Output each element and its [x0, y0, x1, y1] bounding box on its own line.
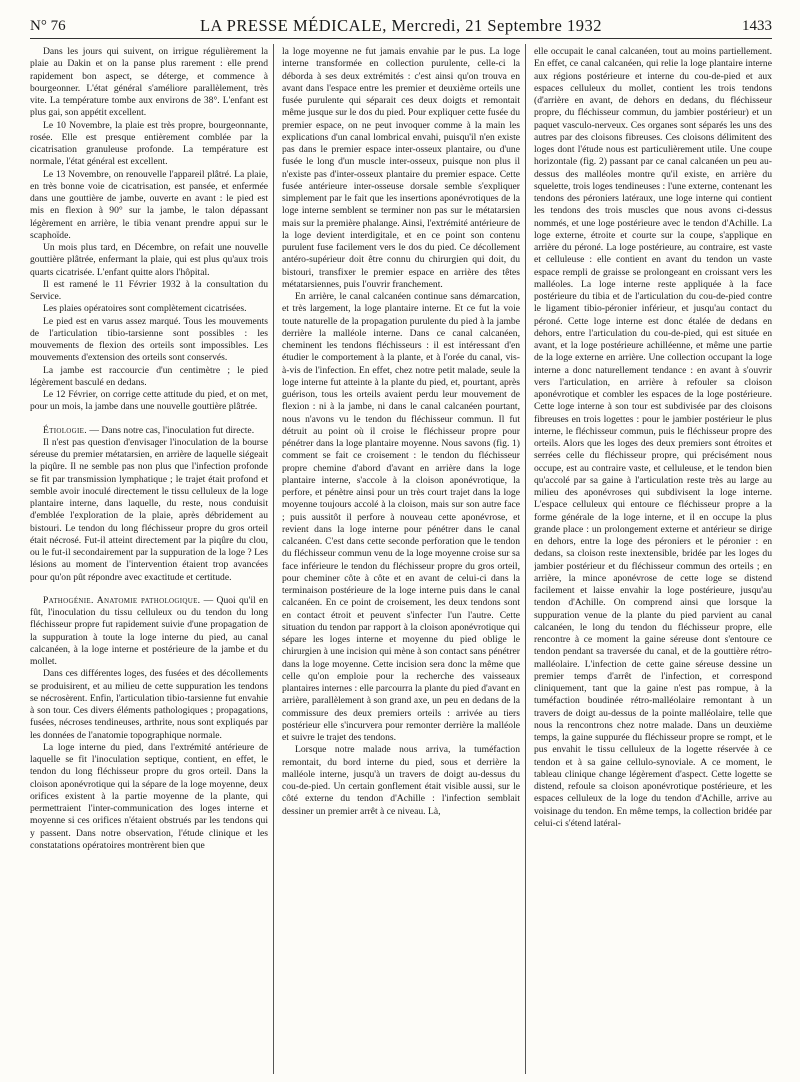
paragraph: Dans ces différentes loges, des fusées et des décollements se produisirent, et au milieu de cette suppuration les tendons se nécrosèrent. Enfin, l'articulation tibio-tarsienne fut envahie à son tour. Ces divers éléments pathologiques ; propagations, fusées, nécroses tendineuses, arthrite, nous sont expliqués par les données de l'anatomie topographique normale.	[30, 668, 268, 741]
paragraph: Dans les jours qui suivent, on irrigue régulièrement la plaie au Dakin et on la panse plus rarement : elle prend rapidement bon aspect, se déterge, et commence à bourgeonner. L'état général s'améliore parallèlement, très vite. La température tombe aux environs de 38°. L'enfant est plus gai, son appétit excellent.	[30, 46, 268, 119]
paragraph: Lorsque notre malade nous arriva, la tuméfaction remontait, du bord interne du pied, sous et derrière la malléole interne, jusqu'à un travers de doigt au-dessus du cou-de-pied. Un certain gonflement était visible aussi, sur le côté externe du tendon d'Achille : l'infection semblait dessiner un premier arrêt à ce niveau. Là,	[282, 744, 520, 817]
paragraph: La loge interne du pied, dans l'extrémité antérieure de laquelle se fit l'inoculation septique, contient, en effet, le tendon du long fléchisseur propre du gros orteil. Dans la cloison aponévrotique qui la sépare de la loge moyenne, deux orifices existent à la partie moyenne de la plante, qui permettraient l'inter-communication des loges interne et moyenne si ces orifices n'étaient obstrués par les tendons qui y passent. Dans notre observation, l'étude clinique et les constatations opératoires montrèrent bien que	[30, 741, 268, 851]
paragraph: La jambe est raccourcie d'un centimètre ; le pied légèrement basculé en dedans.	[30, 364, 268, 388]
paragraph: Le 10 Novembre, la plaie est très propre, bourgeonnante, rosée. Elle est presque entièrement comblée par la cicatrisation granuleuse profonde. La température est normale, l'état général est excellent.	[30, 119, 268, 168]
section-heading: Étiologie.	[43, 424, 87, 436]
paragraph: Il n'est pas question d'envisager l'inoculation de la bourse séreuse du premier métatarsien, en arrière de laquelle siégeait la piqûre. Il ne semble pas non plus que l'infection profonde se fit par transmission lymphatique ; le trajet était profond et semble avoir inoculé directement le tissu celluleux de la loge plantaire interne, dans laquelle, du reste, nous conduisit d'emblée l'exploration de la plaie, après débridement au bistouri. Le tendon du long fléchisseur propre du gros orteil était nécrosé. Fut-il atteint directement par la piqûre du clou, ou le fut-il secondairement par la suppuration de la loge ? Les lésions au moment de l'intervention étaient trop avancées pour qu'on pût répondre avec exactitude et certitude.	[30, 436, 268, 583]
paragraph: Le 12 Février, on corrige cette attitude du pied, et on met, pour un mois, la jambe dans une nouvelle gouttière plâtrée.	[30, 389, 268, 413]
column-divider-1	[273, 44, 274, 1074]
section-heading: Pathogénie. Anatomie pathologique.	[43, 594, 201, 606]
page-header	[30, 14, 772, 40]
section-etiologie	[30, 425, 268, 437]
section-lead-text: — Dans notre cas, l'inoculation fut directe.	[86, 424, 255, 436]
column-2	[282, 46, 520, 1074]
paragraph: elle occupait le canal calcanéen, tout au moins partiellement. En effet, ce canal calcanéen, qui relie la loge plantaire interne aux régions postérieure et interne du cou-de-pied et aux espaces celluleux du mollet, contient les trois tendons (d'arrière en avant, de dehors en dedans, du fléchisseur propre, du fléchisseur commun, du jambier postérieur) et un paquet vasculo-nerveux. Ces organes sont séparés les uns des autres par des cloisons fibreuses. Ces cloisons délimitent des loges dont l'étude nous est particulièrement utile. Une coupe horizontale (fig. 2) passant par ce canal calcanéen un peu au-dessus des malléoles montre qu'il existe, en arrière du squelette, trois loges tendineuses : l'une externe, contenant les tendons des péroniers latéraux, une loge interne qui contient les tendons des trois muscles que nous avons ci-dessus nommés, et une loge postérieure avec le tendon d'Achille. La loge externe, étroite et courte sur la coupe, s'applique en arrière du péroné. La loge postérieure, au contraire, est vaste et celluleuse : elle contient en avant du tendon un vaste espace rempli de graisse se prolongeant en croissant vers les malléoles. La loge interne reste appliquée à la face postérieure du tibia et de l'articulation du cou-de-pied contre le ligament tibio-péronier inférieur, et jusqu'au contact du péroné. Cette loge interne est donc étalée de dedans en dehors, entre l'articulation du cou-de-pied, qui est située en avant, et la loge postérieure achilléenne, et même une partie de la loge externe en arrière. Une collection occupant la loge interne a donc naturellement tendance : en avant à s'ouvrir vers l'articulation, en arrière à refouler sa cloison aponévrotique et combler les espaces de la loge postérieure. Cette loge interne à son tour est subdivisée par des cloisons fibreuses en trois logettes : pour le jambier postérieur le plus interne, le fléchisseur commun, puis le fléchisseur propre des orteils. Alors que les loges des deux premiers sont étroites et serrées celle du fléchisseur propre, qui précisément nous occupe, est au contraire vaste, et celluleuse, et le tendon bien qu'accolé par sa gaine à l'articulation reste très au large au milieu des aponévroses qui subdivisent la loge interne. L'espace celluleux qui entoure ce fléchisseur propre a la forme générale de la loge interne, et il en occupe la plus grande place : un prolongement externe et antérieur se dirige en dehors, entre la loge des péroniers et le péronier : en dedans, sa cloison reste inextensible, bridée par les loges du jambier postérieur et du fléchisseur commun des orteils ; en arrière, la mince aponévrose de cette loge se distend facilement et laisse envahir la loge postérieure, jusqu'au tendon d'Achille. On comprend ainsi que lorsque la suppuration venue de la plante du pied parvient au canal calcanéen, le long du tendon du fléchisseur propre, elle rencontre à ce moment la gaine séreuse dont s'entoure ce tendon pendant sa traversée du canal, et de la gouttière rétro-malléolaire. L'infection de cette gaine séreuse dessine un premier temps d'arrêt de l'infection, et correspond cliniquement, tant que la gaine n'est pas rompue, à la tuméfaction boudinée rétro-malléolaire remontant à un travers de doigt au-dessus de la pointe malléolaire, telle que nous la rencontrons chez notre malade. Dans un deuxième temps, la gaine suppurée du fléchisseur propre se rompt, et le pus envahit le tissu celluleux de la logette réservée à ce tendon et à sa gaine cellulo-synoviale. A ce moment, le tableau clinique change légèrement d'aspect. Cette logette se distend, refoule sa cloison aponévrotique postérieure, et les espaces celluleux de la loge du tendon d'Achille, arrive au voisinage du tendon. En même temps, la collection bridée par celui-ci s'étend latéral-	[534, 46, 772, 829]
page-number: 1433	[742, 18, 772, 34]
journal-title: LA PRESSE MÉDICALE, Mercredi, 21 Septembre 1932	[199, 16, 603, 35]
column-divider-2	[525, 44, 526, 1074]
section-lead-text: — Quoi qu'il en fût, l'inoculation du tissu celluleux ou du tendon du long fléchisseur propre fut rapidement suivie d'une propagation de la suppuration à toute la loge interne du pied, au canal calcanéen, à la loge interne et postérieure de la jambe et du mollet.	[30, 594, 268, 667]
paragraph: Un mois plus tard, en Décembre, on refait une nouvelle gouttière plâtrée, enfermant la plaie, qui est plus qu'aux trois quarts cicatrisée. L'enfant quitte alors l'hôpital.	[30, 242, 268, 278]
paragraph: En arrière, le canal calcanéen continue sans démarcation, et très largement, la loge plantaire interne. Et ce fut la voie toute naturelle de la propagation purulente du pied à la jambe derrière la malléole interne. Dans ce canal calcanéen, cheminent les tendons fléchisseurs : il est intéressant d'en étudier le comportement à la plante, et à l'orée du canal, vis-à-vis de l'infection. En effet, chez notre petit malade, seule la loge interne fut atteinte à la plante du pied, et, pourtant, après guérison, tous les orteils avaient perdu leur mouvement de flexion : ni à la jambe, ni dans le canal calcanéen pourtant, nous n'avons vu le tendon du fléchisseur commun. Il fut détruit au point où il croise le fléchisseur propre pour pénétrer dans la loge plantaire moyenne. Nous savons (fig. 1) comment se fait ce croisement : le tendon du fléchisseur propre chemine d'abord d'avant en arrière dans la loge plantaire interne, s'accole à la cloison aponévrotique, la perfore, et pénètre ainsi pour un très court trajet dans la loge moyenne toujours accolé à la cloison, mais sur son autre face ; puis aussitôt il perfore à nouveau cette aponévrose, et revient dans la loge interne pour pénétrer dans le canal calcanéen. C'est dans cette seconde perforation que le tendon du fléchisseur commun venu de la loge moyenne croise sur sa face inférieure le tendon du fléchisseur propre du gros orteil, pour cheminer côte à côte et en avant de celui-ci dans la terminaison postérieure de la loge interne puis dans le canal calcanéen. En ce point de croisement, les deux tendons sont en contact étroit et peuvent s'infecter l'un l'autre. Cette situation du tendon par rapport à la cloison aponévrotique qui sépare les loges interne et moyenne du pied oblige le chirurgien à une incision qui mène à son contact sans pénétrer dans la loge moyenne. Cette incision sera donc la même que celle qu'on emploie pour la recherche des vaisseaux plantaires internes : elle parcourra la plante du pied d'avant en arrière, parallèlement à son grand axe, un peu en dedans de la commissure des deux premiers orteils : arrivée au tiers postérieur elle s'incurvera pour remonter derrière la malléole et suivre le trajet des tendons.	[282, 291, 520, 743]
paragraph: Il est ramené le 11 Février 1932 à la consultation du Service.	[30, 278, 268, 302]
section-pathogenie	[30, 595, 268, 669]
paragraph: Le pied est en varus assez marqué. Tous les mouvements de l'articulation tibio-tarsienne sont possibles : les mouvements de flexion des orteils sont impossibles. Les mouvements d'extension des orteils sont conservés.	[30, 315, 268, 364]
issue-number: N° 76	[30, 18, 66, 34]
paragraph: la loge moyenne ne fut jamais envahie par le pus. La loge interne transformée en collection purulente, celle-ci la déborda à ses deux extrémités : c'est ainsi qu'on trouva en avant dans l'espace entre les premier et deuxième orteils une fusée purulente qui séparait ces deux doigts et remontait même jusque sur le dos du pied. Pour expliquer cette fusée du premier espace, on ne peut invoquer comme à la main les explications d'un canal lombrical envahi, puisqu'il n'en existe pas dans le premier espace inter-osseux plantaire, ou d'une fusée le long d'un muscle inter-osseux, puisque non plus il n'existe pas d'inter-osseux plantaire du premier espace. Cette fusée antérieure inter-osseuse dorsale semble s'expliquer simplement par le fait que les insertions aponévrotiques de la loge interne semblent se terminer non pas sur le métatarsien mais sur la première phalange. Ainsi, l'extrémité antérieure de la loge devient interdigitale, et en ce point son contenu purulent fuse facilement vers le dos du pied. Ce décollement antéro-supérieur doit être connu du chirurgien qui doit, du bistouri, transfixer le premier espace en arrière des têtes métatarsiennes, puis l'ouvrir franchement.	[282, 46, 520, 290]
paragraph: Les plaies opératoires sont complètement cicatrisées.	[43, 303, 247, 315]
paragraph: Le 13 Novembre, on renouvelle l'appareil plâtré. La plaie, en très bonne voie de cicatrisation, est pansée, et enfermée dans une gouttière de jambe, ouverte en avant : le pied est mis en flexion à 90° sur la jambe, le talon dépassant légèrement en arrière, le tibia venant prendre appui sur le scaphoïde.	[30, 168, 268, 241]
column-1	[30, 46, 268, 1074]
column-3	[534, 46, 772, 1074]
header-rule	[30, 38, 772, 39]
